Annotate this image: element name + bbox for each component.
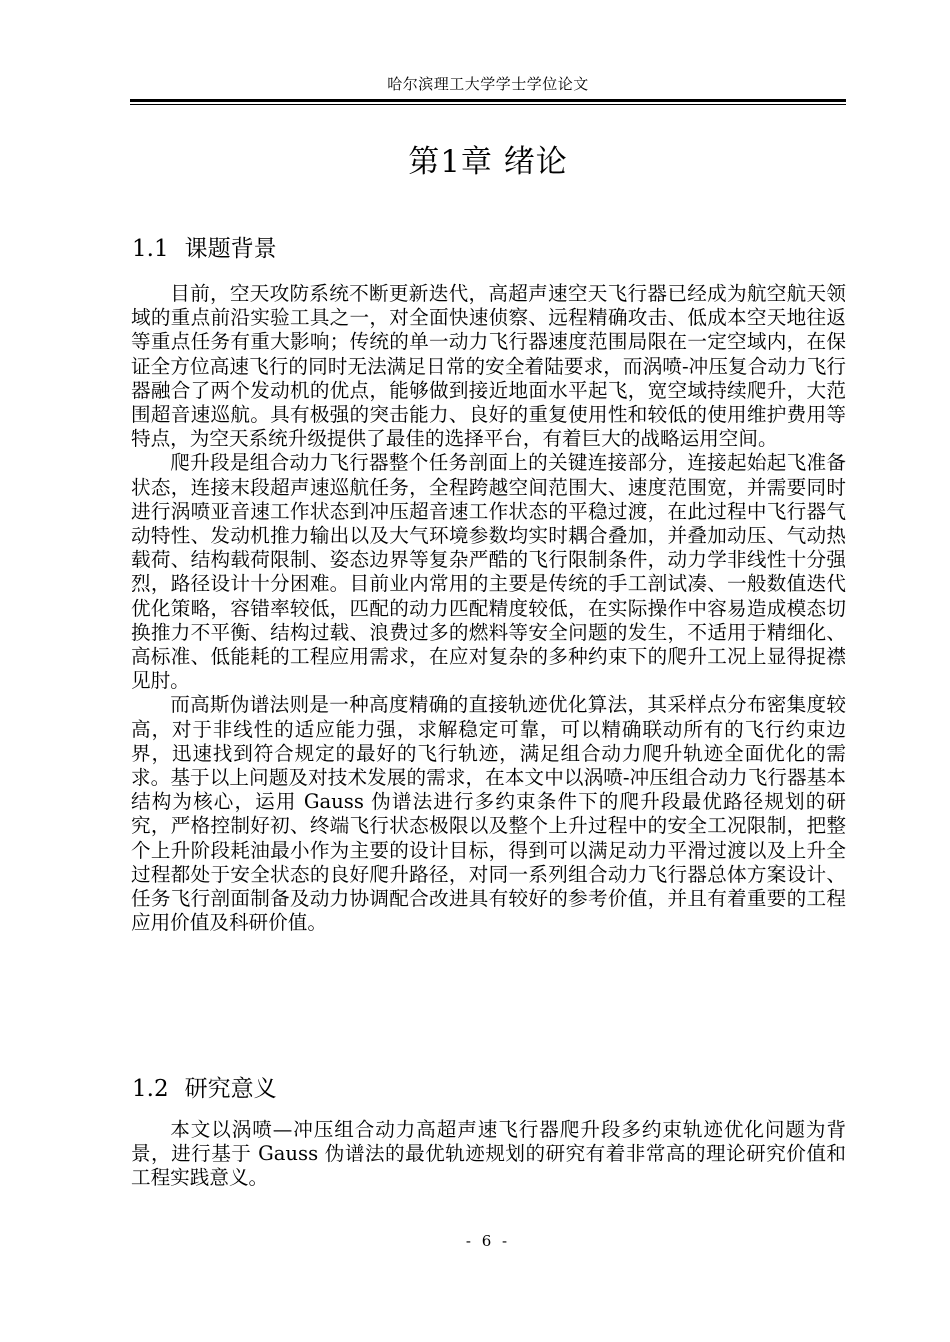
section-1-2-body bbox=[131, 1118, 846, 1191]
page-number: - 6 - bbox=[465, 1232, 511, 1250]
section-number: 1.1 bbox=[132, 236, 169, 262]
section-1-1-body bbox=[131, 282, 846, 935]
chapter-title: 第1章 绪论 bbox=[408, 144, 568, 180]
paragraph: 本文以涡喷—冲压组合动力高超声速飞行器爬升段多约束轨迹优化问题为背景，进行基于 Gauss 伪谱法的最优轨迹规划的研究有着非常高的理论研究价值和工程实践意义。 bbox=[131, 1118, 846, 1190]
header-rule-thin bbox=[130, 104, 846, 105]
paragraph: 爬升段是组合动力飞行器整个任务剖面上的关键连接部分，连接起始起飞准备状态，连接末段超声速巡航任务，全程跨越空间范围大、速度范围宽，并需要同时进行涡喷亚音速工作状态到冲压超音速工作状态的平稳过渡，在此过程中飞行器气动特性、发动机推力输出以及大气环境参数均实时耦合叠加，并叠加动压、气动热载荷、结构载荷限制、姿态边界等复杂严酷的飞行限制条件，动力学非线性十分强烈，路径设计十分困难。目前业内常用的主要是传统的手工剖试凑、一般数值迭代优化策略，容错率较低，匹配的动力匹配精度较低，在实际操作中容易造成模态切换推力不平衡、结构过载、浪费过多的燃料等安全问题的发生，不适用于精细化、高标准、低能耗的工程应用需求，在应对复杂的多种约束下的爬升工况上显得捉襟见肘。 bbox=[131, 451, 846, 693]
paragraph: 目前，空天攻防系统不断更新迭代，高超声速空天飞行器已经成为航空航天领域的重点前沿实验工具之一，对全面快速侦察、远程精确攻击、低成本空天地往返等重点任务有重大影响；传统的单一动力飞行器速度范围局限在一定空域内，在保证全方位高速飞行的同时无法满足日常的安全着陆要求，而涡喷-冲压复合动力飞行器融合了两个发动机的优点，能够做到接近地面水平起飞，宽空域持续爬升，大范围超音速巡航。具有极强的突击能力、良好的重复使用性和较低的使用维护费用等特点，为空天系统升级提供了最佳的选择平台，有着巨大的战略运用空间。 bbox=[131, 282, 846, 451]
running-header: 哈尔滨理工大学学士学位论文 bbox=[387, 75, 589, 93]
section-title: 课题背景 bbox=[184, 236, 277, 262]
header-rule-thick bbox=[130, 99, 846, 102]
paragraph: 而高斯伪谱法则是一种高度精确的直接轨迹优化算法，其采样点分布密集度较高，对于非线性的适应能力强，求解稳定可靠，可以精确联动所有的飞行约束边界，迅速找到符合规定的最好的飞行轨迹，满足组合动力爬升轨迹全面优化的需求。基于以上问题及对技术发展的需求，在本文中以涡喷-冲压组合动力飞行器基本结构为核心，运用 Gauss 伪谱法进行多约束条件下的爬升段最优路径规划的研究，严格控制好初、终端飞行状态极限以及整个上升过程中的安全工况限制，把整个上升阶段耗油最小作为主要的设计目标，得到可以满足动力平滑过渡以及上升全过程都处于安全状态的良好爬升路径，对同一系列组合动力飞行器总体方案设计、任务飞行剖面制备及动力协调配合改进具有较好的参考价值，并且有着重要的工程应用价值及科研价值。 bbox=[131, 693, 846, 935]
section-number: 1.2 bbox=[132, 1076, 169, 1102]
section-heading-1-2 bbox=[132, 1074, 277, 1104]
section-heading-1-1 bbox=[132, 234, 277, 264]
section-title: 研究意义 bbox=[184, 1076, 277, 1102]
